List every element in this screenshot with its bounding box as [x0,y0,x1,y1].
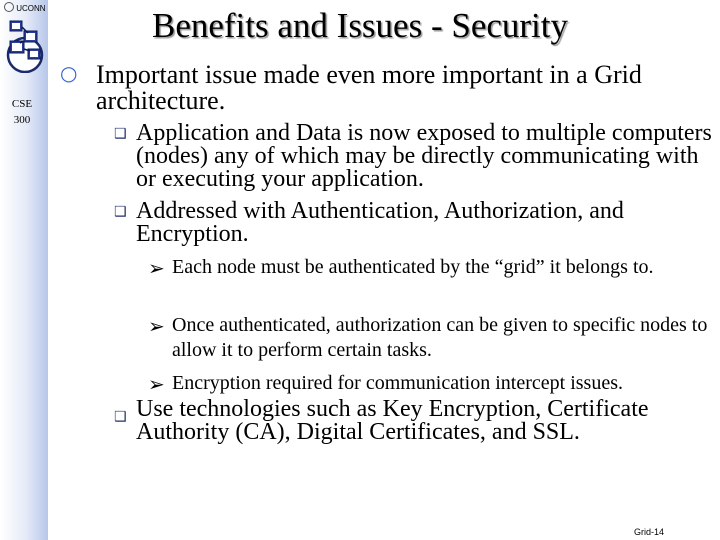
bullet-square-icon: ❑ [114,204,127,220]
course-number: 300 [13,114,31,126]
seal-icon [4,2,14,12]
bullet-square-icon: ❑ [114,126,127,142]
bullet-square-icon: ❑ [114,409,127,425]
uconn-header [4,2,46,13]
point-3-text: Encryption required for communication intercept issues. [172,372,623,394]
point-1-text: Each node must be authenticated by the “grid” it belongs to. [172,256,654,278]
sub-bullet-3-text: Use technologies such as Key Encryption, Certificate Authority (CA), Digital Certificates, and SSL. [136,396,649,445]
page-number: Grid-14 [634,527,665,537]
bullet-1-text: Important issue made even more important in a Grid architecture. [96,60,642,115]
sub-bullet-1-text: Application and Data is now exposed to multiple computers (nodes) any of which may be directly communicating with or executing your application. [136,120,712,192]
point-2-text: Once authenticated, authorization can be given to specific nodes to allow it to perform certain tasks. [172,314,708,361]
arrow-bullet-icon: ➢ [148,314,165,338]
brand-label: UCONN [16,4,46,13]
arrow-bullet-icon: ➢ [148,256,165,280]
arrow-bullet-icon: ➢ [148,372,165,396]
slide-title: Benefits and Issues - Security [151,6,569,45]
sub-bullet-2-text: Addressed with Authentication, Authorization, and Encryption. [136,198,624,247]
grid-logo-icon [4,17,46,73]
course-label: CSE [11,98,33,110]
sidebar [0,0,48,540]
bullet-circle-icon: ○ [60,61,78,85]
